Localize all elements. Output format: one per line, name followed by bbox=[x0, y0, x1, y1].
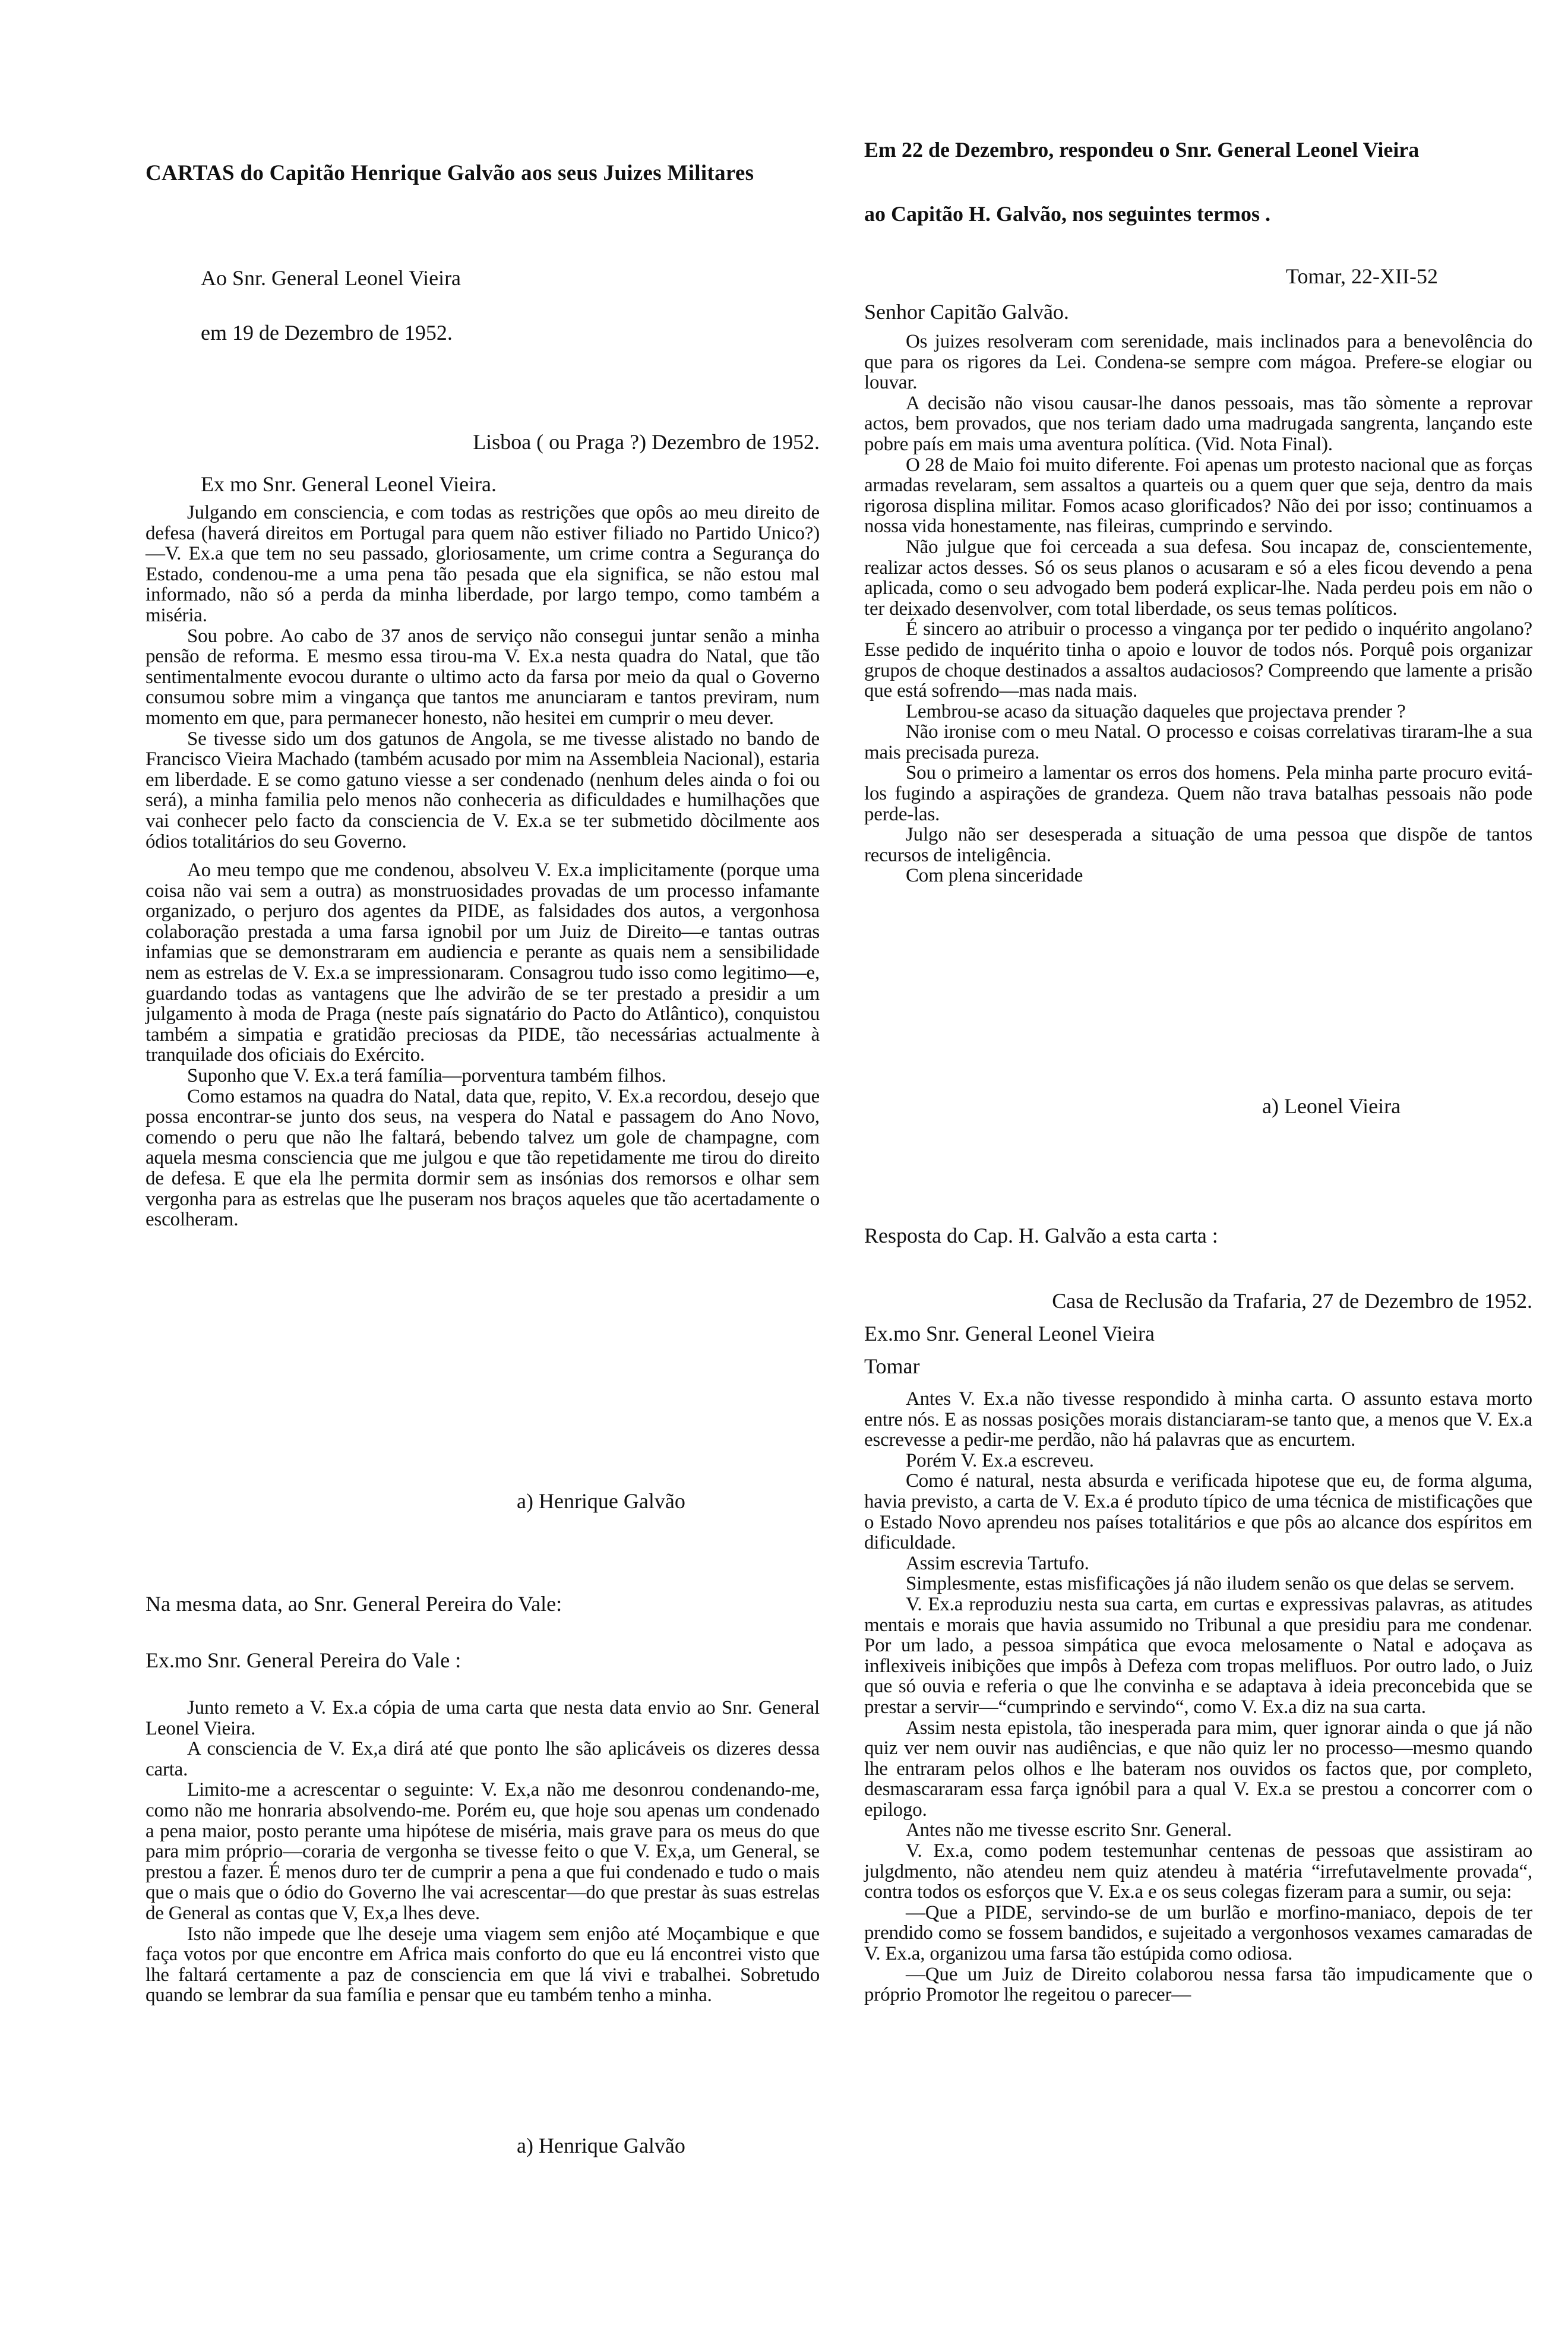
letter1-signature: a) Henrique Galvão bbox=[517, 1489, 685, 1513]
response-salutation: Ex.mo Snr. General Leonel Vieira bbox=[864, 1322, 1155, 1345]
response-paragraph: —Que um Juiz de Direito colaborou nessa farsa tão impudicamente que o próprio Promotor lhe regeitou o parecer— bbox=[864, 1963, 1532, 2006]
reply-signature: a) Leonel Vieira bbox=[1262, 1094, 1401, 1118]
letter1-address-to: Ao Snr. General Leonel Vieira bbox=[201, 266, 461, 290]
response-paragraph: V. Ex.a, como podem testemunhar centenas de pessoas que assistiram ao julgdmento, não atendeu nem quiz atendeu à matéria “irrefutavelmente provada“, contra todos os esforços que V. Ex.a e os seus colegas fizeram para a sumir, ou seja: bbox=[864, 1840, 1532, 1903]
response-paragraph: Antes V. Ex.a não tivesse respondido à minha carta. O assunto estava morto entre nós. E as nossas posições morais distanciaram-se tanto que, a menos que V. Ex.a escrevesse a pedir-me perdão, não há palavras que as encurtem. bbox=[864, 1388, 1532, 1451]
letter1-paragraph: Suponho que V. Ex.a terá família—porventura também filhos. bbox=[187, 1065, 666, 1087]
letter2-paragraph: Limito-me a acrescentar o seguinte: V. Ex,a não me desonrou condenando-me, como não me honraria absolvendo-me. Porém eu, que hoje sou apenas um condenado a pena maior, posto perante uma hipótese de miséria, mais grave para os meus do que para mim próprio—coraria de vergonha se tivesse feito o que V. Ex,a, um General, se prestou a fazer. É menos duro ter de cumprir a pena a que fui condenado e tudo o mais que o mais que o ódio do Governo lhe vai acrescentar—do que prestar às suas estrelas de General as contas que V, Ex,a lhes deve. bbox=[146, 1779, 820, 1924]
response-paragraph: Porém V. Ex.a escreveu. bbox=[906, 1449, 1094, 1471]
response-intro: Resposta do Cap. H. Galvão a esta carta : bbox=[864, 1224, 1218, 1247]
reply-paragraph: Os juizes resolveram com serenidade, mais inclinados para a benevolência do que para os rigores da Lei. Condena-se sempre com mágoa. Prefere-se elogiar ou louvar. bbox=[864, 331, 1532, 394]
letter1-paragraph: Se tivesse sido um dos gatunos de Angola, se me tivesse alistado no bando de Francisco Vieira Machado (também acusado por mim na Assembleia Nacional), estaria em liberdade. E se como gatuno viesse a ser condenado (nenhum deles ainda o foi ou será), a minha familia pelo menos não conheceria as dificuldades e humilhações que vai conhecer pelo facto da consciencia de V. Ex.a se ter submetido dòcilmente aos ódios totalitários do seu Governo. bbox=[146, 728, 820, 852]
letter1-salutation: Ex mo Snr. General Leonel Vieira. bbox=[201, 472, 497, 496]
letter1-paragraph: Ao meu tempo que me condenou, absolveu V. Ex.a implicitamente (porque uma coisa não vai sem a outra) as monstruosidades provadas de um processo infamante organizado, o perjuro dos agentes da PIDE, as falsidades dos autos, a vergonhosa colaboração prestada a uma farsa ignobil por um Juiz de Direito—e tantas outras infamias que se demonstraram em audiencia e perante as quais nem a sensibilidade nem as estrelas de V. Ex.a se impressionaram. Consagrou tudo isso como legitimo—e, guardando todas as vantagens que lhe advirão de se ter prestado a presidir a um julgamento à moda de Praga (neste país signatário do Pacto do Atlântico), conquistou também a simpatia e gratidão preciosas da PIDE, tão necessárias actualmente à tranquilade dos oficiais do Exército. bbox=[146, 860, 820, 1066]
reply-paragraph: Sou o primeiro a lamentar os erros dos homens. Pela minha parte procuro evitá-los fugindo a aspirações de grandeza. Quem não trava batalhas pessoais não pode perde-las. bbox=[864, 762, 1532, 825]
letter2-signature: a) Henrique Galvão bbox=[517, 2134, 685, 2157]
letter2-paragraph: Junto remeto a V. Ex.a cópia de uma carta que nesta data envio ao Snr. General Leonel Vieira. bbox=[146, 1697, 820, 1739]
response-paragraph: Assim nesta epistola, tão inesperada para mim, quer ignorar ainda o que já não quiz ver nem ouvir nas audiências, e que não quiz ler no processo—mesmo quando lhe entraram pelos olhos e lhe bateram nos ouvidos os factos que, por completo, desmascararam essa farça ignóbil para a qual V. Ex.a se prestou a concorrer com o epilogo. bbox=[864, 1717, 1532, 1821]
letter2-paragraph: A consciencia de V. Ex,a dirá até que ponto lhe são aplicáveis os dizeres dessa carta. bbox=[146, 1738, 820, 1780]
response-paragraph: —Que a PIDE, servindo-se de um burlão e morfino-maniaco, depois de ter prendido como se fossem bandidos, e sujeitado a vergonhosos vexames camaradas de V. Ex.a, organizou uma farsa tão estúpida como odiosa. bbox=[864, 1901, 1532, 1965]
reply-intro-line1: Em 22 de Dezembro, respondeu o Snr. General Leonel Vieira bbox=[864, 138, 1420, 162]
reply-place-date: Tomar, 22-XII-52 bbox=[1286, 264, 1438, 288]
reply-paragraph: Não ironise com o meu Natal. O processo e coisas correlativas tiraram-lhe a sua mais precisada pureza. bbox=[864, 721, 1532, 763]
reply-paragraph: A decisão não visou causar-lhe danos pessoais, mas tão sòmente a reprovar actos, bem provados, que nos teriam dado uma madrugada sangrenta, lançando este pobre país em mais uma aventura política. (Vid. Nota Final). bbox=[864, 392, 1532, 455]
letter1-paragraph: Sou pobre. Ao cabo de 37 anos de serviço não consegui juntar senão a minha pensão de reforma. E mesmo essa tirou-ma V. Ex.a nesta quadra do Natal, que tão sentimentalmente evocou durante o ultimo acto da farsa por meio da qual o Governo consumou sobre mim a vingança que tantos me anunciaram e tantos previram, num momento em que, para permanecer honesto, não hesitei em cumprir o meu dever. bbox=[146, 625, 820, 729]
response-paragraph: Como é natural, nesta absurda e verificada hipotese que eu, de forma alguma, havia previsto, a carta de V. Ex.a é produto típico de uma técnica de mistificações que o Estado Novo aprendeu nos países totalitários e que pôs ao alcance dos espíritos em dificuldade. bbox=[864, 1470, 1532, 1554]
response-paragraph: Antes não me tivesse escrito Snr. General. bbox=[906, 1819, 1232, 1841]
letter2-intro: Na mesma data, ao Snr. General Pereira do Vale: bbox=[146, 1592, 562, 1616]
letter2-body bbox=[146, 1698, 820, 2006]
letter1-paragraph: Julgando em consciencia, e com todas as restrições que opôs ao meu direito de defesa (haverá direitos em Portugal para quem não estiver filiado no Partido Unico?)—V. Ex.a que tem no seu passado, gloriosamente, um crime contra a Segurança do Estado, condenou-me a uma pena tão pesada que ela significa, se não estou mal informado, não só a perda da minha liberdade, por largo tempo, como também a miséria. bbox=[146, 502, 820, 626]
reply-paragraph: Julgo não ser desesperada a situação de uma pessoa que dispõe de tantos recursos de inteligência. bbox=[864, 824, 1532, 866]
response-paragraph: V. Ex.a reproduziu nesta sua carta, em curtas e expressivas palavras, as atitudes mentais e morais que havia assumido no Tribunal a que presidiu para me condenar. Por um lado, a pessoa simpática que evoca melosamente o Natal e adoçava as inflexiveis inibições que impôs à Defeza com tropas melifluos. Por outro lado, o Juiz que só ouvia e referia o que lhe convinha e se adaptava à ideia preconcebida que se prestar a servir—“cumprindo e servindo“, como V. Ex.a diz na sua carta. bbox=[864, 1593, 1532, 1718]
response-paragraph: Assim escrevia Tartufo. bbox=[906, 1552, 1089, 1574]
response-place-date: Casa de Reclusão da Trafaria, 27 de Dezembro de 1952. bbox=[1052, 1289, 1532, 1313]
letter2-salutation: Ex.mo Snr. General Pereira do Vale : bbox=[146, 1648, 461, 1672]
reply-salutation: Senhor Capitão Galvão. bbox=[864, 300, 1069, 324]
reply-paragraph: O 28 de Maio foi muito diferente. Foi apenas um protesto nacional que as forças armadas revelaram, sem assaltos a quarteis ou a quem quer que seja, dentro da mais rigorosa displina militar. Fomos acaso glorificados? Não dei por isso; continuamos a nossa vida honestamente, nas fileiras, cumprindo e servindo. bbox=[864, 454, 1532, 538]
reply-paragraph: Lembrou-se acaso da situação daqueles que projectava prender ? bbox=[906, 700, 1406, 722]
letter1-place-date: Lisboa ( ou Praga ?) Dezembro de 1952. bbox=[473, 430, 820, 454]
letter1-body bbox=[146, 503, 820, 1230]
reply-paragraph: É sincero ao atribuir o processo a vingança por ter pedido o inquérito angolano? Esse pedido de inquérito tinha o apoio e louvor de todos nós. Porquê pois organizar grupos de choque destinados a assaltos audaciosos? Compreendo que lamente a prisão que está sofrendo—mas nada mais. bbox=[864, 618, 1532, 702]
reply-paragraph: Com plena sinceridade bbox=[906, 865, 1083, 887]
letter2-paragraph: Isto não impede que lhe deseje uma viagem sem enjôo até Moçambique e que faça votos por que encontre em Africa mais conforto do que eu lá encontrei visto que lhe faltará certamente a paz de consciencia em que lá vivi e trabalhei. Sobretudo quando se lembrar da sua família e pensar que eu também tenho a minha. bbox=[146, 1923, 820, 2007]
page-title: CARTAS do Capitão Henrique Galvão aos seus Juizes Militares bbox=[146, 161, 754, 185]
letter1-paragraph: Como estamos na quadra do Natal, data que, repito, V. Ex.a recordou, desejo que possa encontrar-se junto dos seus, na vespera do Natal e passagem do Ano Novo, comendo o peru que não lhe faltará, bebendo talvez um gole de champagne, com aquela mesma consciencia que me julgou e que tão repetidamente me tirou do direito de defesa. E que ela lhe permita dormir sem as insónias dos remorsos e olhar sem vergonha para as estrelas que lhe puseram nos braços aqueles que tão acertadamente o escolheram. bbox=[146, 1085, 820, 1231]
reply-paragraph: Não julgue que foi cerceada a sua defesa. Sou incapaz de, conscientemente, realizar actos desses. Só os seus planos o acusaram e só a eles ficou devendo a pena aplicada, como o seu advogado bem poderá explicar-lhe. Nada perdeu pois em não o ter deixado desenvolver, com total liberdade, os seus temas políticos. bbox=[864, 536, 1532, 620]
reply-body bbox=[864, 331, 1532, 886]
response-paragraph: Simplesmente, estas misfificações já não iludem senão os que delas se servem. bbox=[906, 1573, 1515, 1595]
response-location: Tomar bbox=[864, 1354, 920, 1378]
letter1-sent-date: em 19 de Dezembro de 1952. bbox=[201, 321, 453, 345]
reply-intro-line2: ao Capitão H. Galvão, nos seguintes termos . bbox=[864, 202, 1270, 226]
response-body bbox=[864, 1389, 1532, 2005]
